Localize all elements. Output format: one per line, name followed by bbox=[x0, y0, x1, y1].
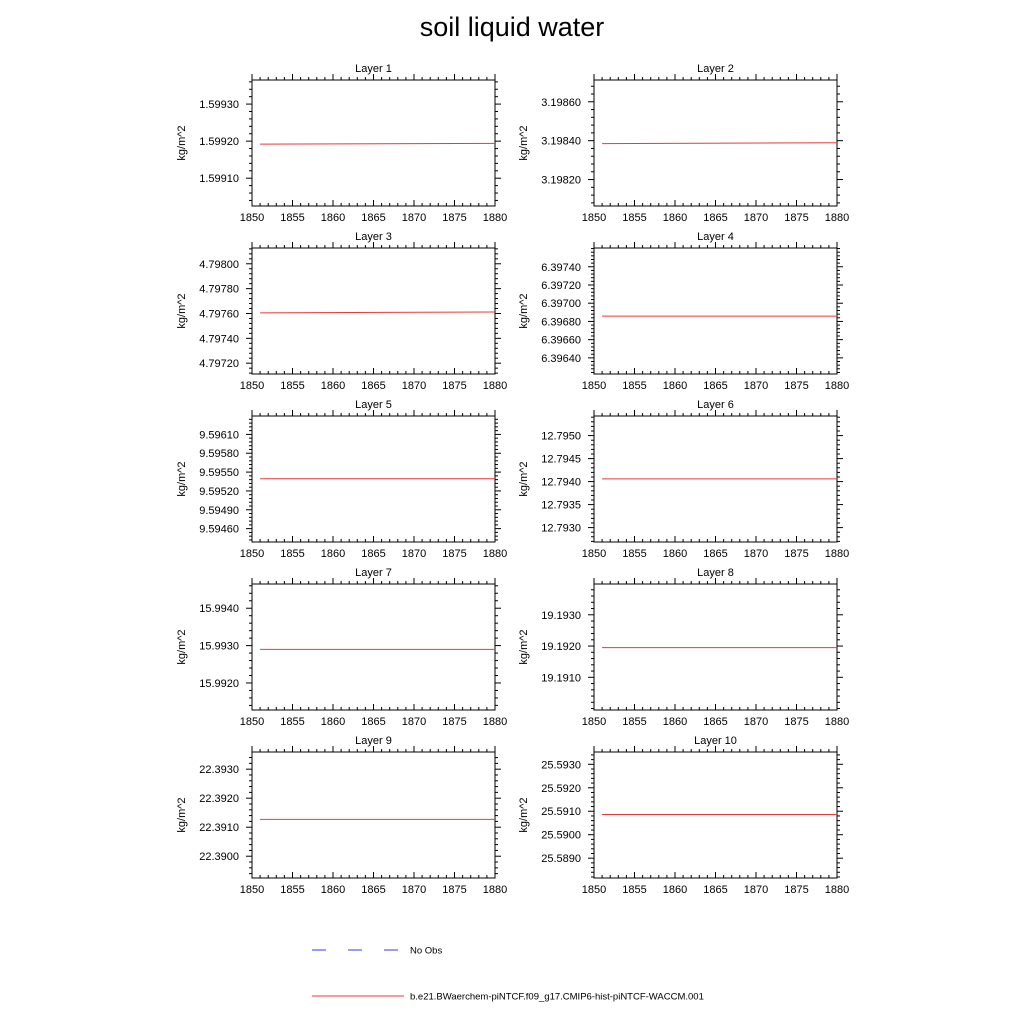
legend bbox=[312, 946, 704, 1003]
y-tick-label: 19.1930 bbox=[541, 609, 581, 622]
panel-title: Layer 2 bbox=[697, 63, 734, 75]
panel-10 bbox=[518, 735, 849, 896]
x-tick-label: 1860 bbox=[320, 212, 346, 224]
x-tick-label: 1870 bbox=[743, 716, 769, 728]
plot-frame bbox=[594, 248, 837, 374]
x-tick-label: 1860 bbox=[320, 380, 346, 392]
x-tick-label: 1875 bbox=[784, 716, 809, 728]
y-tick-label: 9.59550 bbox=[199, 467, 239, 480]
y-tick-label: 25.5910 bbox=[541, 806, 581, 819]
x-tick-label: 1880 bbox=[482, 212, 508, 224]
x-tick-label: 1875 bbox=[784, 884, 809, 896]
panel-title: Layer 3 bbox=[355, 231, 392, 243]
series-line bbox=[260, 312, 495, 313]
x-tick-label: 1860 bbox=[320, 884, 346, 896]
panel-2 bbox=[518, 63, 849, 224]
x-tick-label: 1855 bbox=[280, 380, 305, 392]
y-tick-label: 6.39700 bbox=[541, 298, 581, 311]
x-tick-label: 1865 bbox=[703, 716, 728, 728]
x-tick-label: 1880 bbox=[482, 884, 508, 896]
y-tick-label: 3.19860 bbox=[541, 96, 581, 109]
legend-obs-label: No Obs bbox=[410, 945, 443, 957]
y-tick-label: 6.39680 bbox=[541, 316, 581, 329]
x-tick-label: 1875 bbox=[442, 884, 467, 896]
x-tick-label: 1870 bbox=[743, 884, 769, 896]
x-tick-label: 1855 bbox=[280, 548, 305, 560]
panel-9 bbox=[176, 735, 507, 896]
plot-frame bbox=[252, 248, 495, 374]
x-tick-label: 1865 bbox=[703, 548, 728, 560]
y-tick-label: 15.9940 bbox=[199, 603, 239, 616]
plot-frame bbox=[594, 584, 837, 710]
y-tick-label: 12.7945 bbox=[541, 453, 581, 466]
panel-title: Layer 9 bbox=[355, 735, 392, 747]
series-line bbox=[602, 143, 837, 144]
y-tick-label: 25.5920 bbox=[541, 782, 581, 795]
y-tick-label: 15.9930 bbox=[199, 640, 239, 653]
x-tick-label: 1870 bbox=[743, 380, 769, 392]
y-axis-label: kg/m^2 bbox=[176, 629, 188, 665]
x-tick-label: 1850 bbox=[239, 548, 265, 560]
x-tick-label: 1855 bbox=[622, 716, 647, 728]
y-tick-label: 4.79760 bbox=[199, 308, 239, 321]
panel-5 bbox=[176, 399, 507, 560]
x-tick-label: 1870 bbox=[743, 548, 769, 560]
y-tick-label: 22.3910 bbox=[199, 822, 239, 835]
y-tick-label: 12.7930 bbox=[541, 522, 581, 535]
figure-title: soil liquid water bbox=[419, 12, 605, 42]
x-tick-label: 1875 bbox=[784, 380, 809, 392]
y-tick-label: 1.59920 bbox=[199, 136, 239, 149]
x-tick-label: 1870 bbox=[401, 884, 427, 896]
y-axis-label: kg/m^2 bbox=[176, 461, 188, 497]
x-tick-label: 1880 bbox=[482, 380, 508, 392]
x-tick-label: 1855 bbox=[622, 548, 647, 560]
x-tick-label: 1850 bbox=[581, 380, 607, 392]
y-tick-label: 6.39740 bbox=[541, 261, 581, 274]
x-tick-label: 1880 bbox=[482, 548, 508, 560]
y-tick-label: 22.3930 bbox=[199, 764, 239, 777]
x-tick-label: 1880 bbox=[824, 212, 850, 224]
y-axis-label: kg/m^2 bbox=[518, 293, 530, 329]
panel-title: Layer 1 bbox=[355, 63, 392, 75]
y-tick-label: 9.59520 bbox=[199, 485, 239, 498]
x-tick-label: 1855 bbox=[280, 212, 305, 224]
plot-frame bbox=[252, 752, 495, 878]
y-axis-label: kg/m^2 bbox=[176, 125, 188, 161]
y-tick-label: 22.3920 bbox=[199, 793, 239, 806]
panel-title: Layer 8 bbox=[697, 567, 734, 579]
legend-model-label: b.e21.BWaerchem-piNTCF.f09_g17.CMIP6-hist-piNTCF-WACCM.001 bbox=[410, 991, 704, 1003]
y-axis-label: kg/m^2 bbox=[518, 125, 530, 161]
x-tick-label: 1870 bbox=[401, 716, 427, 728]
y-tick-label: 4.79720 bbox=[199, 358, 239, 371]
y-axis-label: kg/m^2 bbox=[518, 461, 530, 497]
x-tick-label: 1855 bbox=[622, 884, 647, 896]
x-tick-label: 1860 bbox=[662, 884, 688, 896]
panel-4 bbox=[518, 231, 849, 392]
panels-group bbox=[176, 63, 849, 896]
x-tick-label: 1870 bbox=[743, 212, 769, 224]
x-tick-label: 1850 bbox=[239, 380, 265, 392]
x-tick-label: 1855 bbox=[622, 380, 647, 392]
y-tick-label: 1.59910 bbox=[199, 173, 239, 186]
x-tick-label: 1865 bbox=[361, 884, 386, 896]
panel-title: Layer 6 bbox=[697, 399, 734, 411]
x-tick-label: 1865 bbox=[361, 380, 386, 392]
x-tick-label: 1860 bbox=[662, 716, 688, 728]
panel-8 bbox=[518, 567, 849, 728]
y-tick-label: 9.59490 bbox=[199, 504, 239, 517]
panel-3 bbox=[176, 231, 507, 392]
x-tick-label: 1880 bbox=[824, 884, 850, 896]
y-tick-label: 12.7940 bbox=[541, 476, 581, 489]
y-tick-label: 15.9920 bbox=[199, 677, 239, 690]
x-tick-label: 1860 bbox=[320, 716, 346, 728]
y-tick-label: 4.79800 bbox=[199, 258, 239, 271]
y-tick-label: 3.19820 bbox=[541, 174, 581, 187]
y-axis-label: kg/m^2 bbox=[518, 629, 530, 665]
x-tick-label: 1850 bbox=[581, 212, 607, 224]
x-tick-label: 1880 bbox=[482, 716, 508, 728]
y-tick-label: 25.5890 bbox=[541, 853, 581, 866]
x-tick-label: 1875 bbox=[442, 380, 467, 392]
x-tick-label: 1880 bbox=[824, 716, 850, 728]
y-tick-label: 9.59610 bbox=[199, 429, 239, 442]
x-tick-label: 1850 bbox=[581, 548, 607, 560]
x-tick-label: 1870 bbox=[401, 212, 427, 224]
y-tick-label: 19.1910 bbox=[541, 672, 581, 685]
x-tick-label: 1865 bbox=[361, 212, 386, 224]
panel-title: Layer 10 bbox=[694, 735, 737, 747]
x-tick-label: 1865 bbox=[703, 884, 728, 896]
x-tick-label: 1875 bbox=[442, 212, 467, 224]
y-tick-label: 22.3900 bbox=[199, 851, 239, 864]
y-tick-label: 1.59930 bbox=[199, 99, 239, 112]
x-tick-label: 1870 bbox=[401, 380, 427, 392]
panel-6 bbox=[518, 399, 849, 560]
x-tick-label: 1865 bbox=[361, 716, 386, 728]
x-tick-label: 1850 bbox=[239, 212, 265, 224]
y-tick-label: 6.39640 bbox=[541, 352, 581, 365]
y-axis-label: kg/m^2 bbox=[518, 797, 530, 833]
x-tick-label: 1850 bbox=[239, 716, 265, 728]
series-line bbox=[260, 143, 495, 144]
panel-title: Layer 5 bbox=[355, 399, 392, 411]
y-tick-label: 4.79780 bbox=[199, 283, 239, 296]
y-tick-label: 25.5900 bbox=[541, 829, 581, 842]
x-tick-label: 1850 bbox=[581, 716, 607, 728]
x-tick-label: 1860 bbox=[662, 380, 688, 392]
x-tick-label: 1860 bbox=[320, 548, 346, 560]
panel-1 bbox=[176, 63, 507, 224]
x-tick-label: 1860 bbox=[662, 548, 688, 560]
x-tick-label: 1865 bbox=[361, 548, 386, 560]
panel-title: Layer 4 bbox=[697, 231, 734, 243]
y-tick-label: 6.39720 bbox=[541, 279, 581, 292]
x-tick-label: 1875 bbox=[442, 716, 467, 728]
x-tick-label: 1855 bbox=[280, 716, 305, 728]
y-tick-label: 19.1920 bbox=[541, 641, 581, 654]
plot-frame bbox=[252, 584, 495, 710]
panel-7 bbox=[176, 567, 507, 728]
x-tick-label: 1855 bbox=[622, 212, 647, 224]
y-tick-label: 25.5930 bbox=[541, 759, 581, 772]
x-tick-label: 1880 bbox=[824, 380, 850, 392]
y-tick-label: 6.39660 bbox=[541, 334, 581, 347]
y-axis-label: kg/m^2 bbox=[176, 797, 188, 833]
y-tick-label: 9.59580 bbox=[199, 448, 239, 461]
x-tick-label: 1875 bbox=[784, 548, 809, 560]
y-tick-label: 12.7950 bbox=[541, 430, 581, 443]
x-tick-label: 1850 bbox=[239, 884, 265, 896]
y-tick-label: 9.59460 bbox=[199, 523, 239, 536]
x-tick-label: 1875 bbox=[442, 548, 467, 560]
x-tick-label: 1865 bbox=[703, 212, 728, 224]
x-tick-label: 1880 bbox=[824, 548, 850, 560]
x-tick-label: 1865 bbox=[703, 380, 728, 392]
panel-title: Layer 7 bbox=[355, 567, 392, 579]
y-tick-label: 4.79740 bbox=[199, 333, 239, 346]
x-tick-label: 1850 bbox=[581, 884, 607, 896]
x-tick-label: 1875 bbox=[784, 212, 809, 224]
y-axis-label: kg/m^2 bbox=[176, 293, 188, 329]
x-tick-label: 1860 bbox=[662, 212, 688, 224]
x-tick-label: 1870 bbox=[401, 548, 427, 560]
y-tick-label: 12.7935 bbox=[541, 499, 581, 512]
x-tick-label: 1855 bbox=[280, 884, 305, 896]
y-tick-label: 3.19840 bbox=[541, 135, 581, 148]
